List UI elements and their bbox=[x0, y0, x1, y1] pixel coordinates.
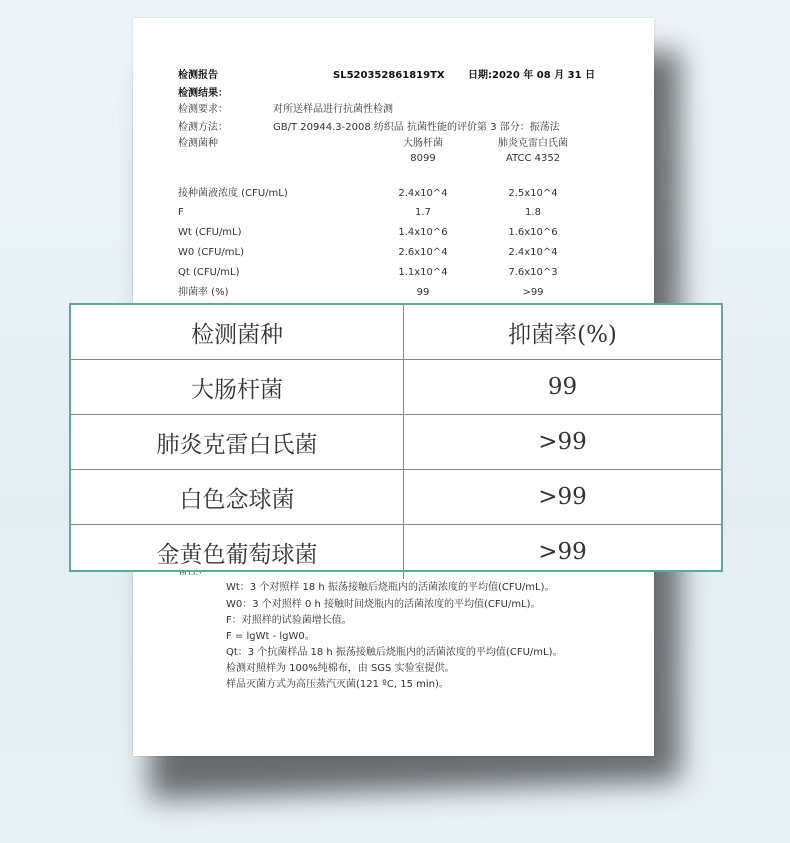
report-title: 检测报告 bbox=[178, 70, 218, 81]
row-value: 1.6x10^6 bbox=[508, 227, 558, 238]
requirement-label: 检测要求： bbox=[178, 104, 228, 115]
row-value: 1.1x10^4 bbox=[398, 267, 448, 278]
note-line: 检测对照样为 100%纯棉布，由 SGS 实验室提供。 bbox=[226, 663, 455, 674]
row-value: 1.4x10^6 bbox=[398, 227, 448, 238]
col2-name: 肺炎克雷白氏菌 bbox=[498, 138, 568, 149]
header-species: 检测菌种 bbox=[71, 305, 404, 360]
rate-cell: 99 bbox=[404, 360, 722, 415]
species-cell: 白色念球菌 bbox=[71, 470, 404, 525]
row-value: 2.4x10^4 bbox=[398, 188, 448, 199]
header-rate: 抑菌率(%) bbox=[404, 305, 722, 360]
row-value: 2.6x10^4 bbox=[398, 247, 448, 258]
row-value: 7.6x10^3 bbox=[508, 267, 558, 278]
table-row bbox=[71, 360, 721, 415]
rate-cell: >99 bbox=[404, 470, 722, 525]
row-label: 抑菌率 (%) bbox=[178, 287, 229, 298]
requirement-value: 对所送样品进行抗菌性检测 bbox=[273, 104, 393, 115]
table-row bbox=[71, 470, 721, 525]
note-line: Qt：3 个抗菌样品 18 h 振荡接触后烧瓶内的活菌浓度的平均值(CFU/mL)。 bbox=[226, 647, 563, 658]
row-value: 2.4x10^4 bbox=[508, 247, 558, 258]
report-number: SL520352861819TX bbox=[333, 70, 445, 81]
row-label: Wt (CFU/mL) bbox=[178, 227, 242, 238]
species-label: 检测菌种 bbox=[178, 138, 218, 149]
species-cell: 肺炎克雷白氏菌 bbox=[71, 415, 404, 470]
results-label: 检测结果： bbox=[178, 88, 228, 99]
row-value: >99 bbox=[522, 287, 544, 298]
row-value: 2.5x10^4 bbox=[508, 188, 558, 199]
method-value: GB/T 20944.3-2008 纺织品 抗菌性能的评价第 3 部分：振荡法 bbox=[273, 122, 560, 133]
row-value: 99 bbox=[416, 287, 430, 298]
col1-code: 8099 bbox=[410, 153, 436, 164]
table-row bbox=[71, 525, 721, 580]
note-line: F：对照样的试验菌增长值。 bbox=[226, 615, 352, 626]
note-line: F = lgWt - lgW0。 bbox=[226, 631, 315, 642]
row-value: 1.8 bbox=[525, 207, 541, 218]
note-line: W0：3 个对照样 0 h 接触时间烧瓶内的活菌浓度的平均值(CFU/mL)。 bbox=[226, 599, 541, 610]
note-line: Wt：3 个对照样 18 h 振荡接触后烧瓶内的活菌浓度的平均值(CFU/mL)。 bbox=[226, 582, 555, 593]
species-cell: 金黄色葡萄球菌 bbox=[71, 525, 404, 580]
method-label: 检测方法： bbox=[178, 122, 228, 133]
report-date: 日期:2020 年 08 月 31 日 bbox=[468, 70, 596, 81]
row-label: Qt (CFU/mL) bbox=[178, 267, 240, 278]
rate-cell: >99 bbox=[404, 415, 722, 470]
table-row bbox=[71, 415, 721, 470]
row-label: F bbox=[178, 207, 184, 218]
rate-cell: >99 bbox=[404, 525, 722, 580]
species-cell: 大肠杆菌 bbox=[71, 360, 404, 415]
antibacterial-summary-table bbox=[69, 303, 723, 572]
row-label: 接种菌液浓度 (CFU/mL) bbox=[178, 188, 288, 199]
row-label: W0 (CFU/mL) bbox=[178, 247, 244, 258]
col2-code: ATCC 4352 bbox=[505, 153, 561, 164]
row-value: 1.7 bbox=[415, 207, 431, 218]
col1-name: 大肠杆菌 bbox=[403, 138, 443, 149]
note-line: 样品灭菌方式为高压蒸汽灭菌(121 ºC, 15 min)。 bbox=[226, 679, 449, 690]
table-header-row bbox=[71, 305, 721, 360]
